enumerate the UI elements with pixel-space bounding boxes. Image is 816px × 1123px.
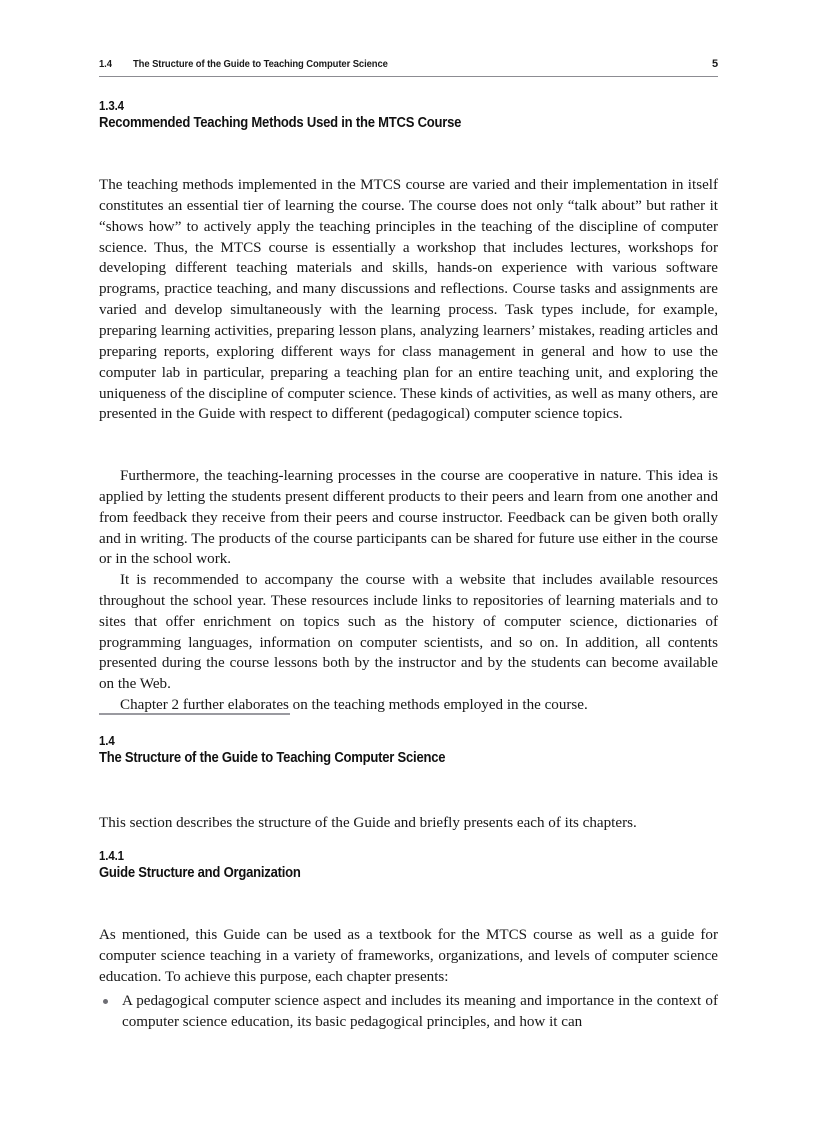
bullet-dot-icon <box>103 999 108 1004</box>
heading-1-4-1 <box>99 848 718 883</box>
heading-1-4-1-title: Guide Structure and Organization <box>99 865 301 881</box>
running-head-section-number: 1.4 <box>99 58 112 70</box>
running-head-rule <box>99 76 718 77</box>
paragraph-chapter-2-reference: Chapter 2 further elaborates on the teaching methods employed in the course. <box>120 697 588 714</box>
heading-1-3-4-title: Recommended Teaching Methods Used in the MTCS Course <box>99 115 462 131</box>
heading-1-4-number: 1.4 <box>99 734 115 748</box>
section-divider-rule <box>99 713 290 715</box>
chapter-presents-list <box>99 991 718 1033</box>
heading-1-4 <box>99 733 718 768</box>
running-head-section-title: The Structure of the Guide to Teaching Computer Science <box>133 58 388 70</box>
heading-1-4-1-number: 1.4.1 <box>99 849 124 863</box>
paragraph-cooperative-processes: Furthermore, the teaching-learning processes in the course are cooperative in nature. This idea is applied by letting the students present different products to their peers and learn from one another and from feedback they receive from their peers and course instructor. Feedback can be given both orally and in writing. The products of the course participants can be shared for future use either in the course or in the school work. <box>99 468 718 568</box>
heading-1-3-4 <box>99 98 718 133</box>
running-head <box>99 58 718 70</box>
paragraph-teaching-methods: The teaching methods implemented in the MTCS course are varied and their implementation in itself constitutes an essential tier of learning the course. The course does not only “talk about” but rather it “shows how” to actively apply the teaching principles in the teaching of the discipline of computer science. Thus, the MTCS course is essentially a workshop that includes lectures, workshops for developing different teaching materials and skills, hands-on experience with various software programs, practice teaching, and many discussions and reflections. Course tasks and assignments are varied and develop simultaneously with the learning process. Task types include, for example, preparing learning activities, preparing lesson plans, analyzing learners’ mistakes, reading articles and preparing reports, exploring different ways for class management in general and how to use the computer lab in particular, preparing a teaching plan for an entire teaching unit, and exploring the uniqueness of the discipline of computer science. These kinds of activities, as well as many others, are presented in the Guide with respect to different (pedagogical) computer science topics. <box>99 177 718 423</box>
heading-1-4-title: The Structure of the Guide to Teaching Computer Science <box>99 750 446 766</box>
heading-1-3-4-number: 1.3.4 <box>99 99 124 113</box>
page-number: 5 <box>711 58 718 70</box>
paragraph-section-intro: This section describes the structure of the Guide and briefly presents each of its chapters. <box>99 815 637 832</box>
paragraph-guide-usage: As mentioned, this Guide can be used as a textbook for the MTCS course as well as a guide for computer science teaching in a variety of frameworks, organizations, and levels of computer science education. To achieve this purpose, each chapter presents: <box>99 927 718 985</box>
list-item-text: A pedagogical computer science aspect and includes its meaning and importance in the context of computer science education, its basic pedagogical principles, and how it can <box>122 993 718 1030</box>
list-item <box>99 991 718 1033</box>
paragraph-course-website: It is recommended to accompany the course with a website that includes available resources throughout the school year. These resources include links to repositories of learning materials and to sites that offer enrichment on topics such as the history of computer science, dictionaries of programming languages, information on computer scientists, and so on. In addition, all contents presented during the course lessons both by the instructor and by the students can become available on the Web. <box>99 572 718 693</box>
